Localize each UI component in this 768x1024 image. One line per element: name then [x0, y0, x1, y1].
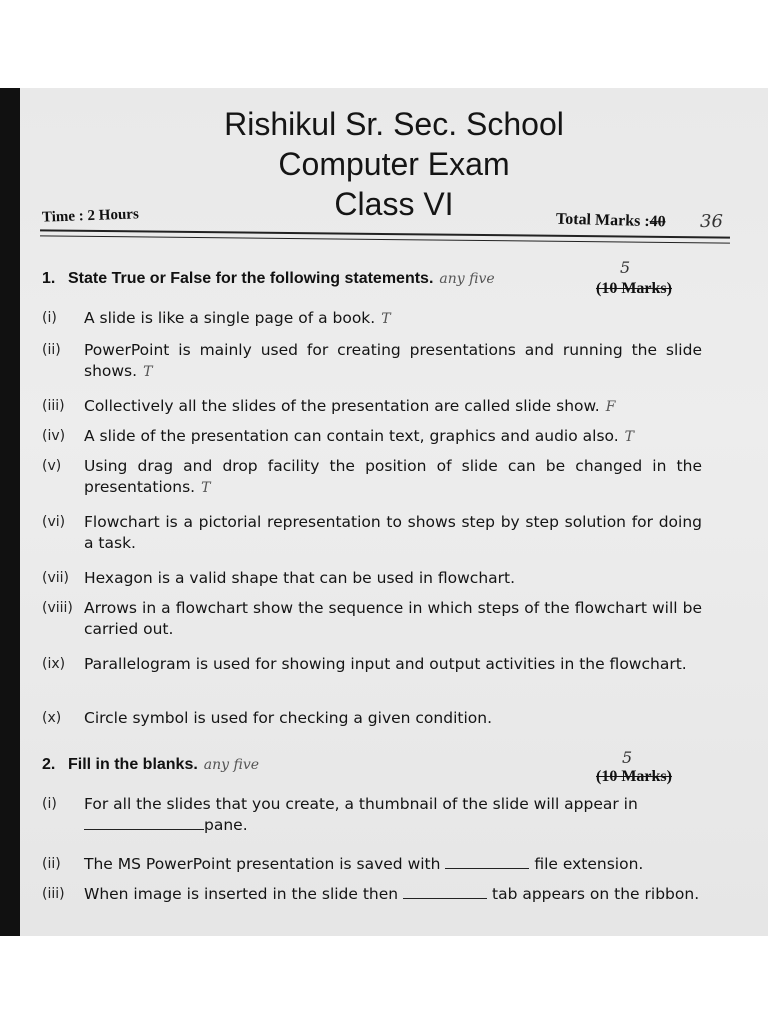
question-item: (vii) Hexagon is a valid shape that can be used in flowchart.	[42, 569, 516, 587]
answer-blank	[445, 854, 529, 869]
section-title: State True or False for the following statements.	[68, 270, 434, 287]
question-item: (ii) PowerPoint is mainly used for creating presentations and running the slide shows. T	[42, 341, 702, 380]
school-name: Rishikul Sr. Sec. School	[224, 106, 564, 142]
section-note-handwritten: any five	[203, 757, 260, 773]
section-title: Fill in the blanks.	[68, 756, 198, 773]
answer-blank	[84, 815, 204, 830]
section-1-marks-handwritten: 5	[620, 258, 631, 277]
blank-item: (iii) When image is inserted in the slide then tab appears on the ribbon.	[42, 885, 700, 903]
answer-blank	[403, 884, 487, 899]
section-number: 1.	[42, 270, 56, 287]
question-item: (i) A slide is like a single page of a book. T	[42, 309, 391, 327]
exam-title: Computer Exam	[278, 146, 510, 182]
photo-background-edge	[0, 88, 20, 936]
time-label: Time : 2 Hours	[41, 206, 140, 226]
question-item: (iv) A slide of the presentation can contain text, graphics and audio also. T	[42, 427, 634, 445]
blank-item: (i) For all the slides that you create, a thumbnail of the slide will appear in pane.	[42, 795, 638, 834]
answer-handwritten: T	[201, 480, 211, 496]
blank-item: (ii) The MS PowerPoint presentation is saved with file extension.	[42, 855, 644, 873]
answer-handwritten: F	[605, 399, 616, 415]
exam-paper	[20, 88, 768, 936]
question-item: (viii) Arrows in a flowchart show the sequence in which steps of the flowchart will be carried out.	[42, 599, 702, 638]
answer-handwritten: T	[381, 311, 391, 327]
total-marks-value: 40	[649, 213, 666, 231]
section-note-handwritten: any five	[439, 271, 495, 287]
question-item: (v) Using drag and drop facility the position of slide can be changed in the presentations. T	[42, 457, 702, 496]
section-1-marks: (10 Marks)	[596, 280, 672, 297]
total-marks-text: Total Marks :	[555, 210, 650, 231]
total-marks-label	[556, 211, 666, 232]
question-item: (ix) Parallelogram is used for showing input and output activities in the flowchart.	[42, 655, 687, 673]
question-item: (vi) Flowchart is a pictorial representation to shows step by step solution for doing a task.	[42, 513, 702, 552]
section-2-marks-handwritten: 5	[622, 748, 633, 767]
answer-handwritten: T	[624, 429, 634, 445]
section-2-marks: (10 Marks)	[596, 768, 672, 785]
answer-handwritten: T	[143, 364, 153, 380]
section-number: 2.	[42, 756, 56, 773]
question-item: (iii) Collectively all the slides of the presentation are called slide show. F	[42, 397, 616, 415]
class-name: Class VI	[334, 186, 454, 222]
question-item: (x) Circle symbol is used for checking a given condition.	[42, 709, 493, 727]
total-marks-handwritten: 36	[700, 211, 723, 232]
